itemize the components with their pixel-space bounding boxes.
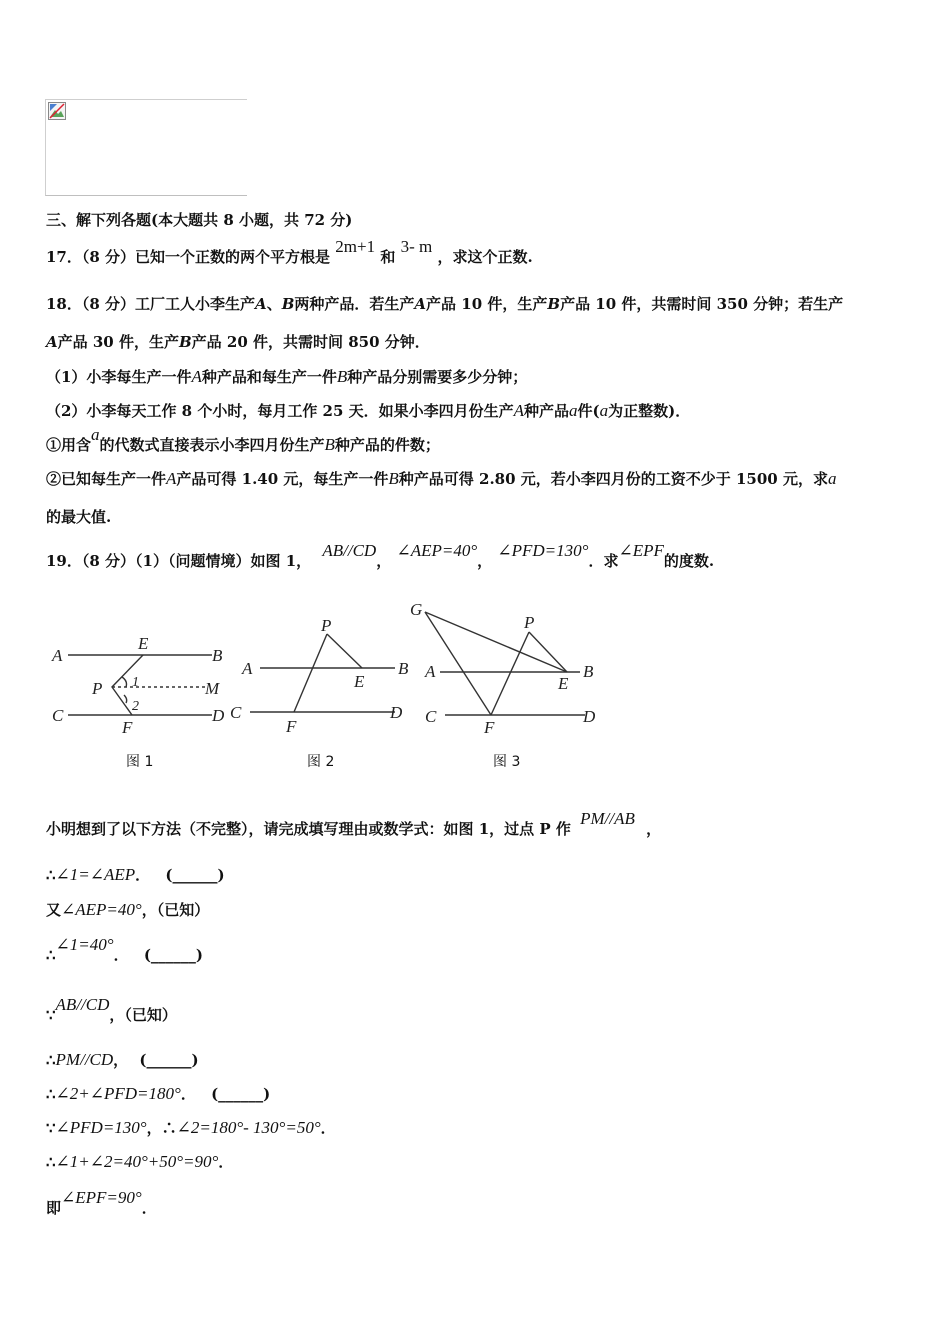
q18-var-B: B — [281, 295, 295, 313]
q18-var-a: a — [91, 425, 100, 444]
q19-text: 19．（8 分）（1）（问题情境）如图 1， — [46, 552, 312, 570]
fig3-line-FP — [491, 632, 529, 715]
proof-step-2 — [46, 899, 209, 920]
fig3-label-F: F — [484, 718, 495, 737]
q19-method-end: ， — [646, 820, 662, 838]
answer-blank[interactable]: (______) — [211, 1085, 271, 1103]
proof-step-9 — [46, 1188, 157, 1218]
fig1-label-E: E — [138, 634, 149, 653]
proof-step-1 — [46, 864, 225, 885]
q17-expr2: 3- m — [400, 237, 433, 256]
fig3-caption: 图 3 — [493, 754, 521, 770]
step-tail: ， — [113, 1051, 129, 1069]
therefore-symbol: ∴ — [46, 946, 56, 964]
question-18-item2-end: 的最大值. — [46, 508, 112, 526]
fig1-label-C: C — [52, 706, 64, 725]
q19-comma: ， — [376, 552, 392, 570]
fig2-line-PE — [327, 634, 362, 668]
step-expr: ∠1+∠2=40°+50°=90° — [55, 1152, 219, 1171]
fig1-label-A: A — [52, 646, 63, 665]
answer-blank[interactable]: (______) — [143, 946, 204, 964]
q18-text: 种产品分别需要多少分钟； — [347, 368, 528, 386]
broken-image-placeholder — [45, 99, 247, 196]
fig1-label-D: D — [212, 706, 225, 725]
q18-text: 种产品 — [524, 402, 570, 420]
therefore-symbol: ∴ — [46, 1085, 56, 1103]
fig3-label-G: G — [410, 600, 423, 619]
q18-text: 产品 10 件，共需时间 350 分钟；若生产 — [560, 295, 844, 313]
question-19 — [46, 541, 715, 571]
fig2-label-E: E — [354, 672, 365, 691]
step-tail: ． — [218, 1153, 234, 1171]
fig2-label-F: F — [286, 717, 297, 736]
q18-text: 种产品和每生产一件 — [201, 368, 337, 386]
section-header: 三、解下列各题(本大题共 8 小题，共 72 分) — [46, 211, 353, 229]
fig3-line-PE — [529, 632, 567, 672]
because-symbol: ∵ — [46, 1006, 56, 1024]
fig3-line-GE — [425, 612, 567, 672]
step-expr: ∠1=∠AEP — [55, 865, 136, 884]
q19-cond1: AB//CD — [322, 541, 377, 560]
fig2-line-PF — [294, 634, 327, 712]
q19-text: ．求 — [588, 552, 619, 570]
fig1-label-1: 1 — [132, 675, 139, 690]
step-expr: ∠2=180°- 130°=50° — [176, 1118, 321, 1137]
question-18-line1 — [46, 293, 843, 314]
q18-text: 18．（8 分）工厂工人小李生产 — [46, 295, 256, 313]
fig1-arc-2 — [124, 695, 127, 703]
step-expr: ∠EPF=90° — [61, 1188, 142, 1207]
proof-step-7 — [46, 1117, 336, 1138]
step-expr: PM//CD — [55, 1050, 114, 1069]
question-18-part1 — [46, 366, 527, 387]
fig2-label-B: B — [398, 659, 409, 678]
proof-step-6 — [46, 1083, 270, 1104]
proof-step-3 — [46, 935, 204, 965]
fig3-label-P: P — [524, 613, 535, 632]
fig3-label-E: E — [558, 674, 569, 693]
q19-cond3: ∠PFD=130° — [497, 541, 589, 560]
fig1-label-P: P — [92, 679, 103, 698]
fig2-label-C: C — [230, 703, 242, 722]
step-tail: ． — [320, 1119, 336, 1137]
q18-var-A: A — [414, 295, 427, 313]
step-expr: ∠1=40° — [55, 935, 114, 954]
step-tail: ． — [141, 1199, 157, 1217]
fig1-label-F: F — [122, 718, 133, 737]
q18-text: 两种产品．若生产 — [294, 295, 415, 313]
q18-text: 件( — [577, 402, 600, 420]
q18-var-a: a — [599, 401, 609, 420]
proof-step-4 — [46, 995, 177, 1025]
q18-var-B: B — [388, 469, 399, 488]
fig1-label-2: 2 — [132, 699, 139, 714]
q19-method-text: 小明想到了以下方法（不完整），请完成填写理由或数学式：如图 1，过点 P 作 — [46, 820, 571, 838]
q18-text: 的代数式直接表示小李四月份生产 — [99, 436, 325, 454]
broken-image-icon — [48, 102, 66, 120]
step-tail: ． — [135, 866, 151, 884]
question-18-item1 — [46, 425, 440, 455]
fig3-label-B: B — [583, 662, 594, 681]
fig1-caption: 图 1 — [126, 754, 154, 770]
therefore-symbol: ∴ — [46, 1153, 56, 1171]
q18-text: 种产品可得 2.80 元，若小李四月份的工资不少于 1500 元，求 — [398, 470, 828, 488]
q18-text: 产品 20 件，共需时间 850 分钟． — [191, 333, 430, 351]
because-symbol: ∵ — [46, 1119, 56, 1137]
answer-blank[interactable]: (______) — [139, 1051, 199, 1069]
q17-suffix: ，求这个正数. — [437, 248, 533, 266]
q18-var-A: A — [46, 333, 58, 351]
q18-sep: 、 — [266, 295, 282, 313]
q18-var-A: A — [191, 367, 202, 386]
q18-text: 产品 30 件，生产 — [57, 333, 179, 351]
therefore-symbol: ∴ — [46, 866, 56, 884]
step-expr: ∠2+∠PFD=180° — [55, 1084, 181, 1103]
proof-step-8 — [46, 1151, 233, 1172]
step-tail: ，（已知） — [109, 1006, 177, 1024]
q18-text: （1）小李每生产一件 — [46, 368, 192, 386]
q18-text: （2）小李每天工作 8 个小时，每月工作 25 天．如果小李四月份生产 — [46, 402, 514, 420]
fig1-label-B: B — [212, 646, 223, 665]
fig3-label-D: D — [583, 707, 596, 726]
q18-text: 为正整数)． — [608, 402, 691, 420]
q18-var-B: B — [336, 367, 348, 386]
q17-prefix: 17．（8 分）已知一个正数的两个平方根是 — [46, 248, 331, 266]
step-mid: ，∴ — [146, 1119, 177, 1137]
q18-var-a: a — [827, 469, 837, 488]
namely-symbol: 即 — [46, 1199, 62, 1217]
q19-method-expr: PM//AB — [580, 809, 635, 828]
q17-expr1: 2m+1 — [335, 237, 376, 256]
step-expr: ∠AEP=40° — [61, 900, 142, 919]
fig3-label-A: A — [425, 662, 436, 681]
q19-cond2: ∠AEP=40° — [396, 541, 478, 560]
q17-and: 和 — [380, 248, 396, 266]
q18-text: ①用含 — [46, 436, 92, 454]
also-symbol: 又 — [46, 901, 62, 919]
question-18-line2 — [46, 331, 430, 352]
step-expr: AB//CD — [55, 995, 110, 1014]
question-18-part2 — [46, 400, 690, 421]
q19-method — [46, 809, 662, 839]
q18-var-a: a — [569, 401, 578, 420]
fig2-caption: 图 2 — [307, 754, 335, 770]
q18-text: ②已知每生产一件 — [46, 470, 167, 488]
q19-ask-angle: ∠EPF — [618, 541, 664, 560]
step-expr: ∠PFD=130° — [55, 1118, 147, 1137]
q18-var-B: B — [547, 295, 561, 313]
step-tail: ，（已知） — [141, 901, 210, 919]
question-17 — [46, 237, 533, 267]
q18-var-B: B — [178, 333, 192, 351]
therefore-symbol: ∴ — [46, 1051, 56, 1069]
fig1-arc-1 — [122, 677, 127, 687]
q19-comma: ， — [477, 552, 493, 570]
q19-text: 的度数. — [663, 552, 715, 570]
step-tail: ． — [113, 946, 129, 964]
fig2-label-P: P — [321, 616, 332, 635]
fig3-label-C: C — [425, 707, 437, 726]
q18-text: 种产品的件数； — [334, 436, 440, 454]
answer-blank[interactable]: (______) — [165, 866, 225, 884]
q18-text: 产品 10 件，生产 — [426, 295, 548, 313]
proof-step-5 — [46, 1049, 199, 1070]
question-18-item2 — [46, 468, 836, 489]
q18-var-A: A — [255, 295, 267, 313]
q18-var-A: A — [513, 401, 525, 420]
fig1-label-M: M — [205, 679, 220, 698]
q18-var-A: A — [166, 469, 177, 488]
step-tail: ． — [180, 1085, 196, 1103]
q18-text: 产品可得 1.40 元，每生产一件 — [176, 470, 389, 488]
q18-var-B: B — [324, 435, 335, 454]
fig2-label-D: D — [390, 703, 403, 722]
fig2-label-A: A — [242, 659, 253, 678]
